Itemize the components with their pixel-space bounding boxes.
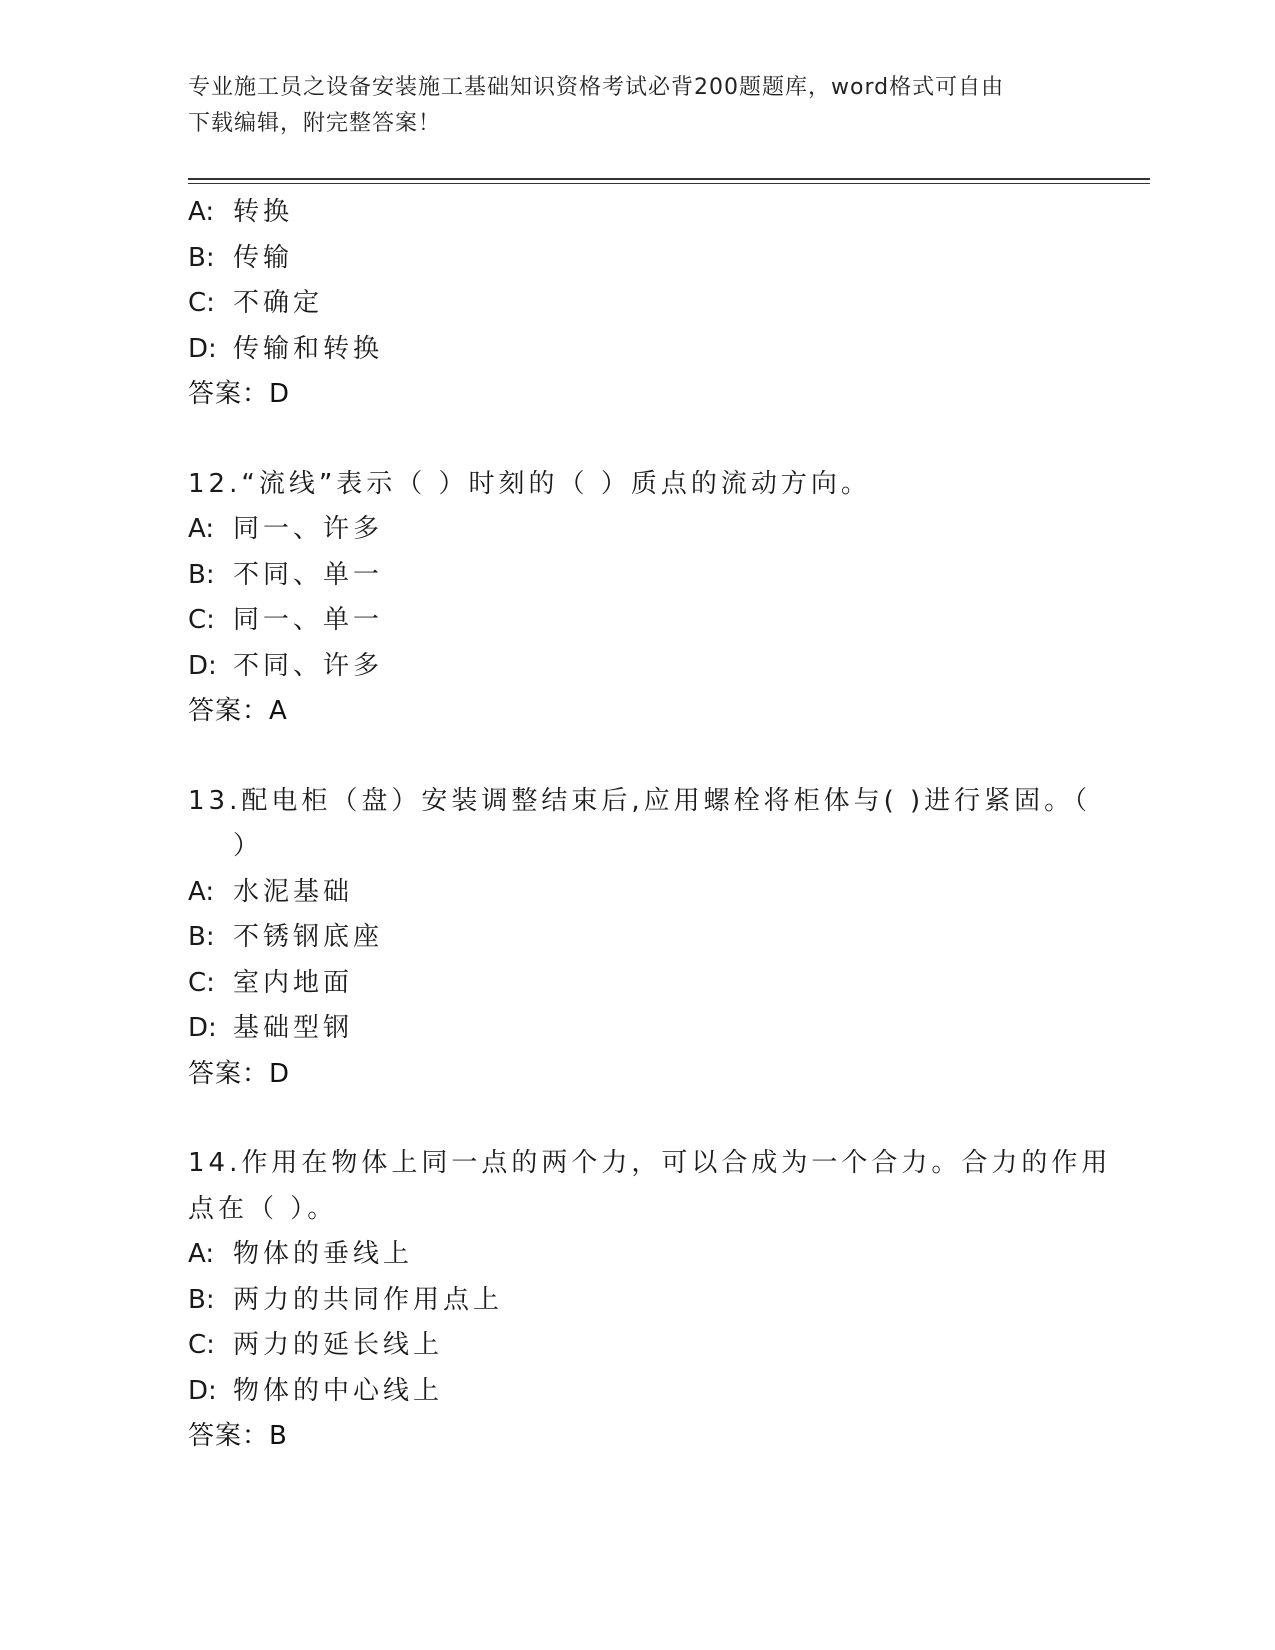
option-c [188, 961, 1088, 1007]
option-d [188, 644, 1088, 690]
option-b [188, 553, 1088, 599]
option-letter: D: [188, 333, 217, 364]
option-letter: C: [188, 605, 215, 635]
question-14-block [188, 1141, 1112, 1460]
option-d [188, 1369, 1088, 1415]
option-letter: B: [188, 242, 215, 273]
option-letter: B: [188, 559, 215, 590]
question-content [188, 190, 1112, 1460]
option-letter: A: [188, 1239, 215, 1269]
document-header [188, 70, 1068, 142]
option-letter: C: [188, 967, 215, 998]
option-text: 两力的延长线上 [233, 1330, 444, 1360]
option-text: 传输 [233, 242, 294, 273]
question-text: 14.作用在物体上同一点的两个力，可以合成为一个合力。合力的作用 [188, 1148, 1112, 1178]
spacer [188, 418, 1088, 462]
answer-line: 答案：A [188, 696, 288, 726]
answer-line: 答案：D [188, 379, 291, 409]
answer-line: 答案：B [188, 1421, 288, 1451]
header-rule-thick [188, 178, 1150, 180]
header-line-1: 专业施工员之设备安装施工基础知识资格考试必背200题题库，word格式可自由 [188, 75, 1005, 100]
option-letter: A: [188, 876, 215, 907]
option-letter: D: [188, 650, 217, 681]
option-text: 物体的垂线上 [233, 1239, 414, 1269]
question-text-continued: 点在（ ）。 [188, 1193, 338, 1224]
header-line-2: 下载编辑，附完整答案！ [188, 111, 442, 136]
option-text: 转换 [233, 197, 294, 227]
option-text: 物体的中心线上 [233, 1375, 444, 1406]
option-b [188, 236, 1088, 282]
option-b [188, 1278, 1088, 1324]
option-text: 室内地面 [233, 967, 354, 998]
answer-line: 答案：D [188, 1058, 291, 1089]
option-c [188, 598, 1088, 644]
option-letter: C: [188, 288, 215, 318]
header-rule-thin [188, 183, 1150, 184]
spacer [188, 1097, 1088, 1141]
question-text: 13.配电柜（盘）安装调整结束后,应用螺栓将柜体与( )进行紧固。（ [188, 785, 1092, 816]
option-letter: D: [188, 1375, 217, 1406]
question-text-continued: ） [233, 831, 264, 861]
option-c [188, 1323, 1088, 1369]
question-text: 12.“流线”表示（ ）时刻的（ ）质点的流动方向。 [188, 468, 871, 499]
option-a [188, 1232, 1088, 1278]
option-letter: A: [188, 197, 215, 227]
option-text: 同一、许多 [233, 514, 384, 544]
option-letter: C: [188, 1330, 215, 1360]
option-letter: B: [188, 922, 215, 952]
option-text: 不同、许多 [233, 650, 384, 681]
option-d [188, 327, 1088, 373]
option-text: 不确定 [233, 288, 324, 318]
option-text: 基础型钢 [233, 1013, 354, 1043]
option-text: 两力的共同作用点上 [233, 1284, 504, 1315]
option-c [188, 281, 1088, 327]
question-12-block [188, 462, 1088, 735]
option-a [188, 190, 1088, 236]
option-letter: A: [188, 514, 215, 544]
option-text: 不锈钢底座 [233, 922, 384, 952]
question-11-block [188, 190, 1088, 418]
option-text: 水泥基础 [233, 876, 354, 907]
option-letter: B: [188, 1284, 215, 1315]
option-a [188, 507, 1088, 553]
option-letter: D: [188, 1013, 217, 1043]
option-text: 同一、单一 [233, 605, 384, 635]
spacer [188, 735, 1088, 779]
question-13-block [188, 779, 1092, 1098]
option-text: 传输和转换 [233, 333, 384, 364]
option-b [188, 915, 1088, 961]
option-d [188, 1006, 1088, 1052]
option-a [188, 870, 1088, 916]
option-text: 不同、单一 [233, 559, 384, 590]
